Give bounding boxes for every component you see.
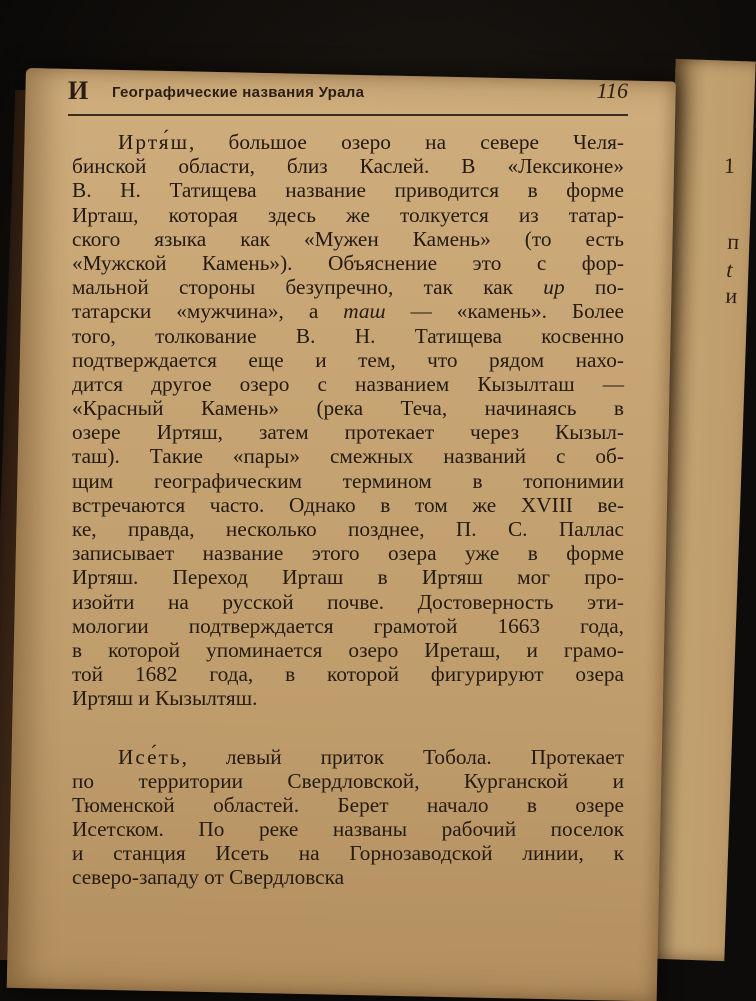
entry-line: ке, правда, несколько позднее, П. С. Паллас bbox=[72, 517, 624, 541]
entry-line: по территории Свердловской, Курганской и bbox=[72, 768, 624, 793]
page-number: 116 bbox=[596, 78, 628, 103]
next-page-fragment: и bbox=[725, 282, 738, 309]
next-page-fragment: 1 bbox=[723, 152, 736, 179]
entry-line: Иртя́ш, большое озеро на севере Челя- bbox=[118, 130, 624, 154]
entry-line: того, толкование В. Н. Татищева косвенно bbox=[72, 323, 624, 348]
entry-line: записывает название этого озера уже в форме bbox=[72, 541, 624, 566]
entry-line: «Мужской Камень»). Объяснение это с фор- bbox=[72, 250, 624, 275]
entry-line: дится другое озеро с названием Кызылташ — bbox=[72, 371, 624, 396]
entry-headword: Исе́ть bbox=[118, 744, 182, 769]
entry-line: мальной стороны безупречно, так как ир по- bbox=[72, 275, 624, 300]
next-page-fragment: t bbox=[725, 256, 733, 282]
dictionary-entry bbox=[72, 745, 624, 890]
dictionary-entry bbox=[72, 130, 624, 711]
page-body bbox=[72, 130, 624, 890]
entry-line: Исе́ть, левый приток Тобола. Протекает bbox=[118, 744, 624, 769]
entry-line: таш). Такие «пары» смежных названий с об- bbox=[72, 444, 624, 469]
entry-line: мологии подтверждается грамотой 1663 года, bbox=[72, 613, 624, 638]
section-letter: И bbox=[68, 76, 89, 105]
entry-line: изойти на русской почве. Достоверность эти- bbox=[72, 589, 624, 614]
entry-line: ского языка как «Мужен Камень» (то есть bbox=[72, 226, 624, 251]
entry-line: подтверждается еще и тем, что рядом нахо- bbox=[72, 347, 624, 372]
header-rule bbox=[68, 114, 628, 116]
entry-headword: Иртя́ш bbox=[118, 130, 189, 154]
entry-line: татарски «мужчина», а таш — «камень». Более bbox=[72, 299, 624, 324]
entry-line: щим географическим термином в топонимии bbox=[72, 468, 624, 493]
entry-line: Иртяш. Переход Ирташ в Иртяш мог про- bbox=[72, 565, 624, 590]
entry-line: северо-западу от Свердловска bbox=[72, 865, 345, 890]
entry-line: Исетском. По реке названы рабочий поселок bbox=[72, 817, 624, 842]
entry-line: в которой упоминается озеро Иреташ, и грамо- bbox=[72, 637, 624, 662]
entry-line: той 1682 года, в которой фигурируют озера bbox=[72, 662, 624, 687]
entry-gap bbox=[72, 711, 624, 745]
entry-line: и станция Исеть на Горнозаводской линии, к bbox=[72, 841, 624, 866]
entry-line: «Красный Камень» (река Теча, начинаясь в bbox=[72, 396, 624, 421]
entry-line: В. Н. Татищева название приводится в форме bbox=[72, 178, 624, 203]
entry-line: озере Иртяш, затем протекает через Кызыл- bbox=[72, 420, 624, 445]
entry-line: Ирташ, которая здесь же толкуется из татар- bbox=[72, 202, 624, 227]
entry-line: Иртяш и Кызылтяш. bbox=[72, 686, 258, 711]
entry-line: бинской области, близ Каслей. В «Лексиконе» bbox=[72, 154, 624, 179]
entry-line: Тюменской областей. Берет начало в озере bbox=[72, 792, 624, 817]
book-title: Географические названия Урала bbox=[112, 84, 365, 101]
entry-line: встречаются часто. Однако в том же XVIII ве- bbox=[72, 492, 624, 517]
running-header bbox=[68, 76, 628, 116]
next-page-fragment: п bbox=[726, 228, 740, 255]
